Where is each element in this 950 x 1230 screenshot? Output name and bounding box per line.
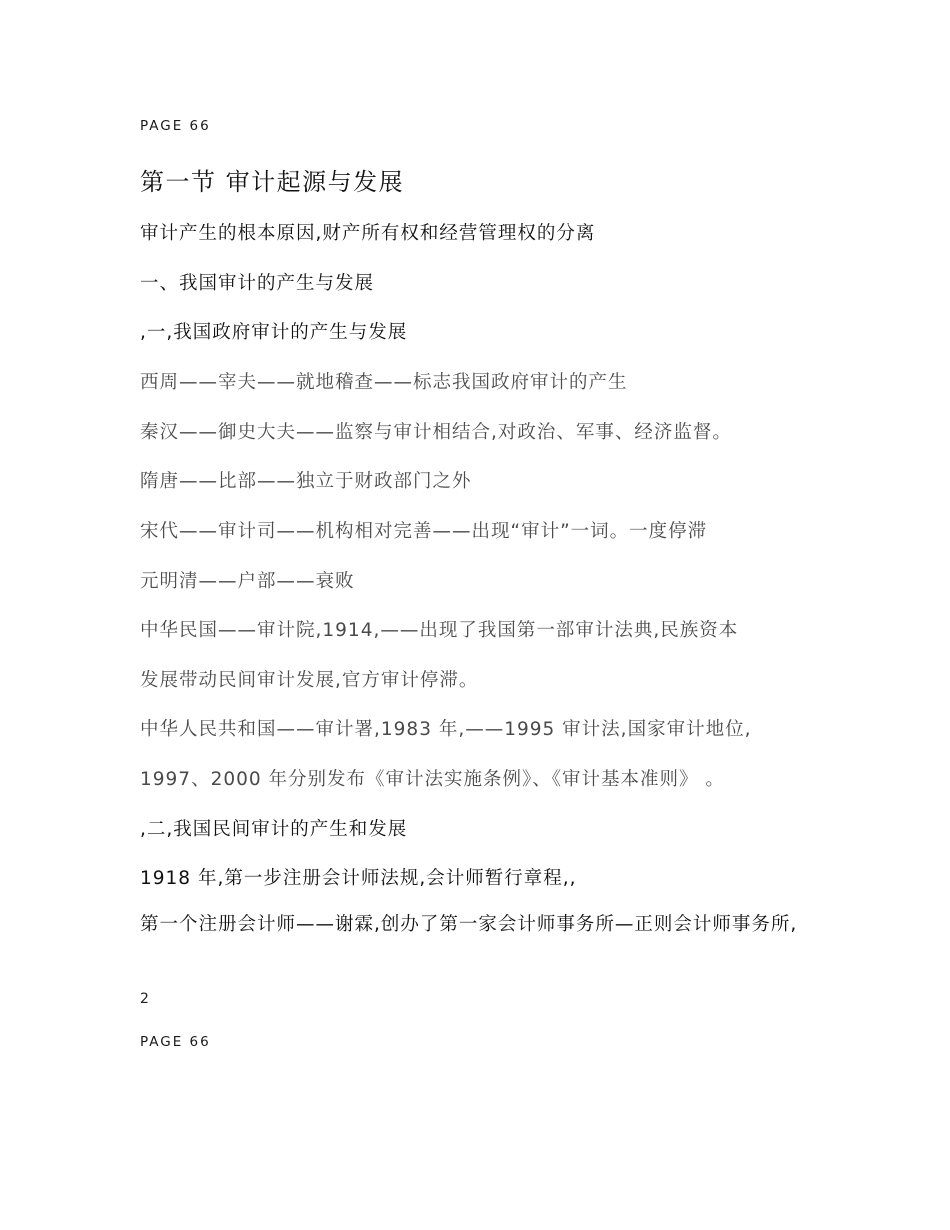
section-title: 第一节 审计起源与发展 [140,168,405,196]
private-audit-item: 1918 年,第一步注册会计师法规,会计师暂行章程,, [140,868,577,889]
gov-audit-item: 元明清——户部——衰败 [140,571,355,592]
root-cause-text: 审计产生的根本原因,财产所有权和经营管理权的分离 [140,223,596,244]
gov-audit-item: 发展带动民间审计发展,官方审计停滞。 [140,670,479,691]
page-number: 2 [140,991,149,1007]
gov-audit-item: 中华民国——审计院,1914,——出现了我国第一部审计法典,民族资本 [140,620,739,641]
part-one-title: 一、我国审计的产生与发展 [140,273,375,294]
gov-audit-item: 1997、2000 年分别发布《审计法实施条例》、《审计基本准则》 。 [140,769,725,790]
gov-audit-item: 秦汉——御史大夫——监察与审计相结合,对政治、军事、经济监督。 [140,422,732,443]
footer-page-label: PAGE 66 [140,1034,211,1050]
sub-two-title: ,二,我国民间审计的产生和发展 [140,819,408,840]
private-audit-item: 第一个注册会计师——谢霖,创办了第一家会计师事务所—正则会计师事务所, [140,914,798,935]
sub-one-title: ,一,我国政府审计的产生与发展 [140,322,408,343]
gov-audit-item: 隋唐——比部——独立于财政部门之外 [140,471,472,492]
gov-audit-item: 中华人民共和国——审计署,1983 年,——1995 审计法,国家审计地位, [140,719,752,740]
header-page-label: PAGE 66 [140,118,211,134]
gov-audit-item: 宋代——审计司——机构相对完善——出现“审计”一词。一度停滞 [140,521,708,542]
gov-audit-item: 西周——宰夫——就地稽查——标志我国政府审计的产生 [140,372,628,393]
